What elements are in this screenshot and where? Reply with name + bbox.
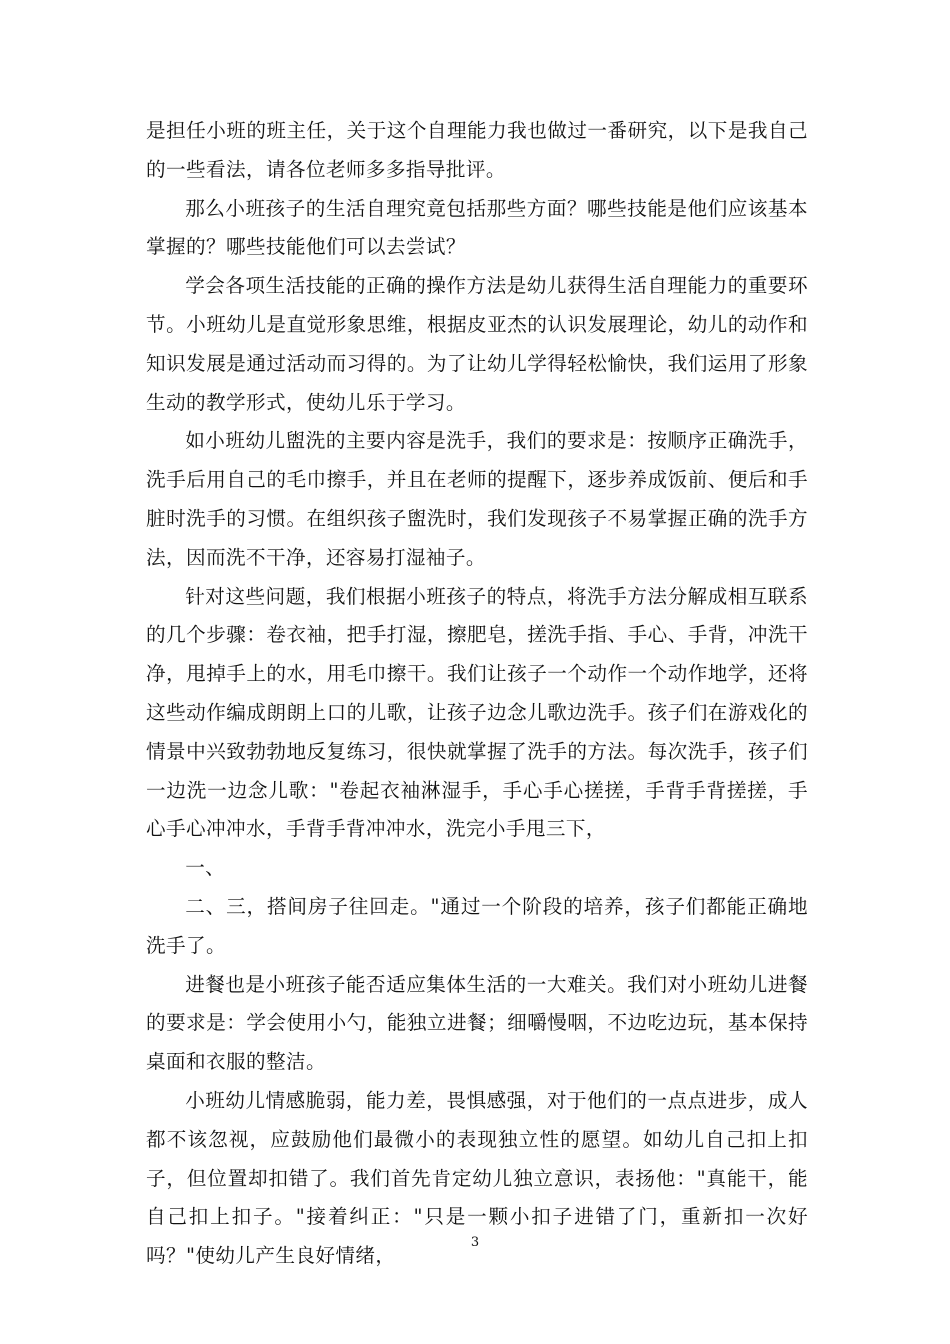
paragraph-handwashing-requirements: 如小班幼儿盥洗的主要内容是洗手，我们的要求是：按顺序正确洗手，洗手后用自己的毛巾擦手，并且在老师的提醒下，逐步养成饭前、便后和手脏时洗手的习惯。在组织孩子盥洗时，我们发现孩子不易掌握正确的洗手方法，因而洗不干净，还容易打湿袖子。 bbox=[146, 429, 808, 569]
paragraph-skills-method: 学会各项生活技能的正确的操作方法是幼儿获得生活自理能力的重要环节。小班幼儿是直觉形象思维，根据皮亚杰的认识发展理论，幼儿的动作和知识发展是通过活动而习得的。为了让幼儿学得轻松愉快，我们运用了形象生动的教学形式，使幼儿乐于学习。 bbox=[146, 274, 808, 414]
paragraph-song-line-one: 一、 bbox=[185, 856, 226, 880]
paragraph-continuation: 是担任小班的班主任，关于这个自理能力我也做过一番研究，以下是我自己的一些看法，请各位老师多多指导批评。 bbox=[146, 119, 808, 181]
paragraph-song-line-two: 二、三，搭间房子往回走。"通过一个阶段的培养，孩子们都能正确地洗手了。 bbox=[146, 894, 808, 957]
paragraph-encouragement: 小班幼儿情感脆弱，能力差，畏惧感强，对于他们的一点点进步，成人都不该忽视，应鼓励他们最微小的表现独立性的愿望。如幼儿自己扣上扣子，但位置却扣错了。我们首先肯定幼儿独立意识，表扬他："真能干，能自己扣上扣子。"接着纠正："只是一颗小扣子进错了门，重新扣一次好吗？"使幼儿产生良好情绪， bbox=[146, 1088, 808, 1268]
page-number: 3 bbox=[470, 1235, 480, 1250]
paragraph-handwashing-steps: 针对这些问题，我们根据小班孩子的特点，将洗手方法分解成相互联系的几个步骤：卷衣袖，把手打湿，擦肥皂，搓洗手指、手心、手背，冲洗干净，甩掉手上的水，用毛巾擦干。我们让孩子一个动作一个动作地学，还将这些动作编成朗朗上口的儿歌，让孩子边念儿歌边洗手。孩子们在游戏化的情景中兴致勃勃地反复练习，很快就掌握了洗手的方法。每次洗手，孩子们一边洗一边念儿歌："卷起衣袖淋湿手，手心手心搓搓，手背手背搓搓，手心手心冲冲水，手背手背冲冲水，洗完小手甩三下， bbox=[146, 584, 808, 841]
paragraph-meal-requirements: 进餐也是小班孩子能否适应集体生活的一大难关。我们对小班幼儿进餐的要求是：学会使用小勺，能独立进餐；细嚼慢咽，不边吃边玩，基本保持桌面和衣服的整洁。 bbox=[146, 972, 808, 1074]
body-text bbox=[146, 112, 808, 1276]
paragraph-self-care-question: 那么小班孩子的生活自理究竟包括那些方面？哪些技能是他们应该基本掌握的？哪些技能他们可以去尝试？ bbox=[146, 196, 808, 259]
